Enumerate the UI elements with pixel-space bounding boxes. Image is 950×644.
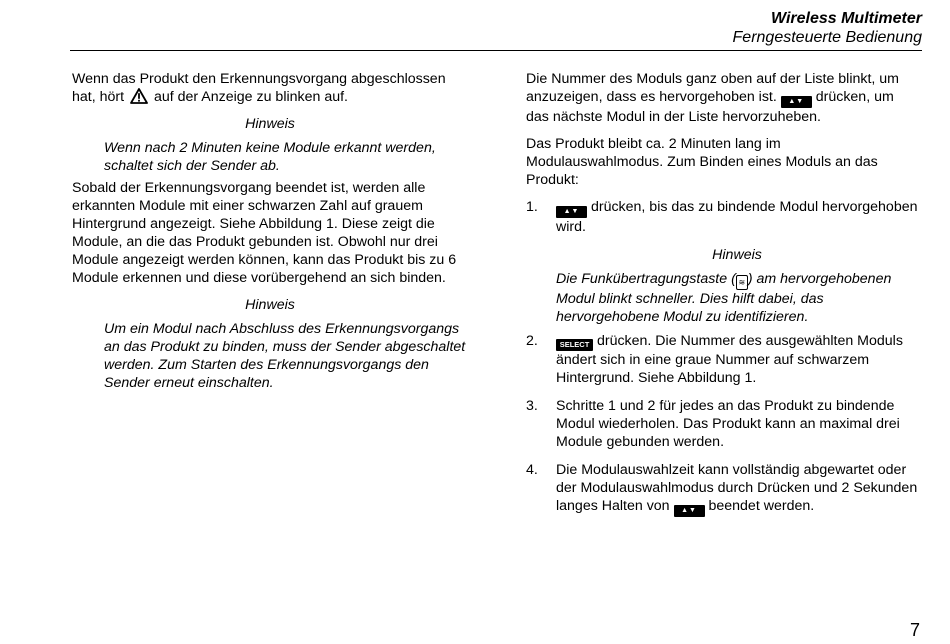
- note-text-start: Die Funkübertragungstaste (: [556, 271, 736, 287]
- step-number: 2.: [526, 333, 538, 349]
- highlight-paragraph: [526, 70, 918, 126]
- step-text-end: beendet werden.: [708, 498, 815, 514]
- arrow-key-icon: ▲▼: [556, 206, 587, 218]
- arrow-key-icon: ▲▼: [674, 505, 705, 517]
- step-text: drücken, bis das zu bindende Modul hervorgehoben wird.: [556, 199, 918, 235]
- note-title: Hinweis: [245, 116, 295, 132]
- header-subtitle: Ferngesteuerte Bedienung: [732, 29, 922, 46]
- warning-icon: [130, 88, 148, 104]
- radio-transmit-icon: ≋: [736, 275, 748, 290]
- intro-text-start: Wenn das Produkt den Erkennungsvorgang abgeschlossen hat, hört: [72, 71, 446, 105]
- step-number: 3.: [526, 398, 538, 414]
- note-body: Wenn nach 2 Minuten keine Module erkannt werden, schaltet sich der Sender ab.: [104, 140, 436, 174]
- select-key-icon: SELECT: [556, 339, 593, 351]
- step-item: [526, 198, 918, 236]
- note-title: Hinweis: [245, 297, 295, 313]
- header-rule: [70, 50, 922, 51]
- intro-text-end: auf der Anzeige zu blinken auf.: [153, 89, 349, 105]
- step-item: [526, 461, 918, 517]
- detection-paragraph: Sobald der Erkennungsvorgang beendet ist, werden alle erkannten Module mit einer schwarzen Zahl auf grauem Hintergrund angezeigt. Siehe Abbildung 1. Diese zeigt die Module, an die das Produkt gebunden ist. Obwohl nur drei Module angezeigt werden können, kann das Produkt bis zu 6 Module erkennen und diese vorübergehend an sich binden.: [72, 180, 457, 286]
- step-item: [526, 397, 918, 451]
- step-text: drücken. Die Nummer des ausgewählten Moduls ändert sich in eine graue Nummer auf schwarzem Hintergrund. Siehe Abbildung 1.: [556, 333, 903, 386]
- page-number: 7: [909, 620, 920, 640]
- left-column: [72, 70, 468, 396]
- step-item: [526, 332, 918, 387]
- note-body: [556, 270, 918, 326]
- selection-mode-paragraph: Das Produkt bleibt ca. 2 Minuten lang im Modulauswahlmodus. Zum Binden eines Moduls an das Produkt:: [526, 136, 878, 188]
- note-title: Hinweis: [712, 247, 762, 263]
- header-title: Wireless Multimeter: [770, 10, 922, 27]
- highlight-text-end: drücken, um das nächste Modul in der Liste hervorzuheben.: [526, 89, 894, 125]
- step-number: 4.: [526, 462, 538, 478]
- note-text-end: ) am hervorgehobenen Modul blinkt schneller. Dies hilft dabei, das hervorgehobene Modul zu identifizieren.: [556, 271, 892, 325]
- intro-paragraph: [72, 70, 468, 106]
- page-header: [70, 10, 922, 48]
- note-body: Um ein Modul nach Abschluss des Erkennungsvorgangs an das Produkt zu binden, muss der Sender abgeschaltet werden. Zum Starten des Erkennungsvorgangs den Sender erneut einschalten.: [104, 321, 466, 391]
- step-text: Die Modulauswahlzeit kann vollständig abgewartet oder der Modulauswahlmodus durch Drücken und 2 Sekunden langes Halten von: [556, 462, 918, 514]
- step-text: Schritte 1 und 2 für jedes an das Produkt zu bindende Modul wiederholen. Das Produkt kann an maximal drei Module gebunden werden.: [556, 398, 900, 450]
- arrow-key-icon: ▲▼: [781, 96, 812, 108]
- step-number: 1.: [526, 199, 538, 215]
- right-column: [526, 70, 918, 527]
- highlight-text-start: Die Nummer des Moduls ganz oben auf der Liste blinkt, um anzuzeigen, dass es hervorgehoben ist.: [526, 71, 899, 105]
